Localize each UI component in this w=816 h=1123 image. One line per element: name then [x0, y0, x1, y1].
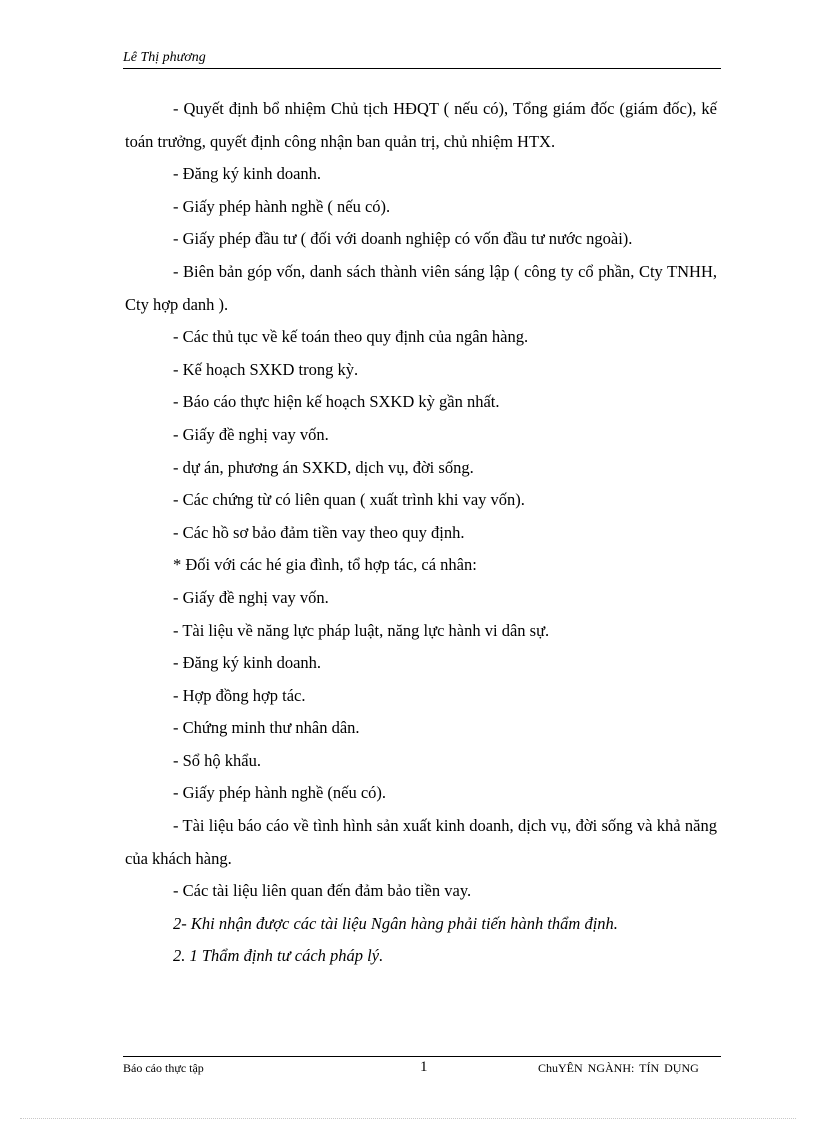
paragraph: - Báo cáo thực hiện kế hoạch SXKD kỳ gần nhất. [173, 392, 500, 412]
paragraph: - Kế hoạch SXKD trong kỳ. [173, 359, 359, 379]
document-body [125, 93, 717, 973]
paragraph: - Đăng ký kinh doanh. [173, 164, 322, 184]
paragraph: - Các tài liệu liên quan đến đảm bảo tiền vay. [173, 881, 472, 901]
paragraph: - Giấy đề nghị vay vốn. [173, 587, 329, 607]
paragraph: - Biên bản góp vốn, danh sách thành viên sáng lập ( công ty cổ phần, Cty TNHH, Cty hợp danh ). [125, 261, 717, 314]
paragraph: - Các hồ sơ bảo đảm tiền vay theo quy định. [173, 522, 465, 542]
footer-divider [123, 1056, 721, 1057]
subsection-heading: 2. 1 Thẩm định tư cách pháp lý. [173, 946, 384, 966]
paragraph: - Hợp đồng hợp tác. [173, 685, 306, 705]
page-edge-dots [20, 1118, 796, 1119]
header-author: Lê Thị phương [123, 50, 206, 65]
paragraph: - Sổ hộ khẩu. [173, 750, 261, 770]
page-number: 1 [420, 1059, 428, 1075]
paragraph: - Giấy phép hành nghề ( nếu có). [173, 196, 391, 216]
paragraph: - dự án, phương án SXKD, dịch vụ, đời sống. [173, 457, 474, 477]
footer-major-label: ChuYÊN NGÀNH: TÍN DỤNG [538, 1061, 699, 1075]
paragraph: - Giấy phép đầu tư ( đối với doanh nghiệp có vốn đầu tư nước ngoài). [173, 229, 633, 249]
paragraph: - Các chứng từ có liên quan ( xuất trình khi vay vốn). [173, 490, 525, 510]
paragraph: - Giấy phép hành nghề (nếu có). [173, 783, 387, 803]
footer-report-label: Báo cáo thực tập [123, 1061, 204, 1075]
paragraph: * Đối với các hé gia đình, tổ hợp tác, cá nhân: [173, 555, 477, 575]
paragraph: - Tài liệu về năng lực pháp luật, năng lực hành vi dân sự. [173, 620, 550, 640]
section-heading: 2- Khi nhận được các tài liệu Ngân hàng phải tiến hành thẩm định. [173, 913, 618, 933]
paragraph: - Đăng ký kinh doanh. [173, 653, 322, 673]
paragraph: - Các thủ tục về kế toán theo quy định của ngân hàng. [173, 327, 529, 347]
header-divider [123, 68, 721, 69]
paragraph: - Chứng minh thư nhân dân. [173, 718, 360, 738]
paragraph: - Giấy đề nghị vay vốn. [173, 424, 329, 444]
paragraph: - Quyết định bổ nhiệm Chủ tịch HĐQT ( nếu có), Tổng giám đốc (giám đốc), kế toán trưởng, quyết định công nhận ban quản trị, chủ nhiệm HTX. [125, 99, 717, 151]
paragraph: - Tài liệu báo cáo về tình hình sản xuất kinh doanh, dịch vụ, đời sống và khả năng của khách hàng. [125, 816, 717, 868]
